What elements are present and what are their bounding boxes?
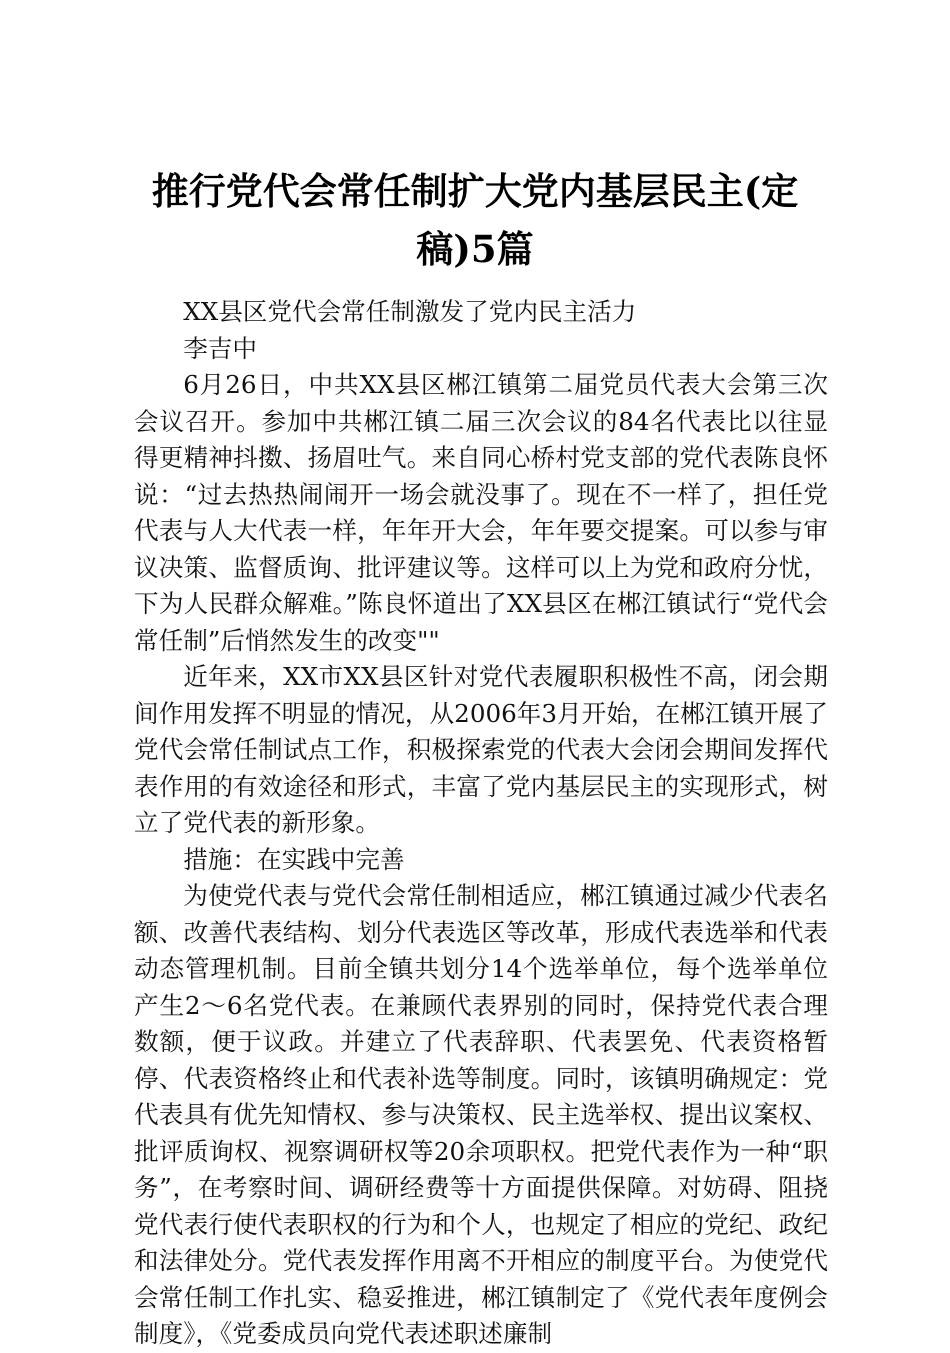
paragraph-1: 6月26日，中共XX县区郴江镇第二届党员代表大会第三次会议召开。参加中共郴江镇二届三次会议的84名代表比以往显得更精神抖擞、扬眉吐气。来自同心桥村党支部的党代表陈良怀说：“过去热热闹闹开一场会就没事了。现在不一样了，担任党代表与人大代表一样，年年开大会，年年要交提案。可以参与审议决策、监督质询、批评建议等。这样可以上为党和政府分忧，下为人民群众解难。”陈良怀道出了XX县区在郴江镇试行“党代会常任制”后悄然发生的改变"" [134, 370, 828, 655]
section-paragraph: 为使党代表与党代会常任制相适应，郴江镇通过减少代表名额、改善代表结构、划分代表选区等改革，形成代表选举和代表动态管理机制。目前全镇共划分14个选举单位，每个选举单位产生2～6名党代表。在兼顾代表界别的同时，保持党代表合理数额，便于议政。并建立了代表辞职、代表罢免、代表资格暂停、代表资格终止和代表补选等制度。同时，该镇明确规定：党代表具有优先知情权、参与决策权、民主选举权、提出议案权、批评质询权、视察调研权等20余项职权。把党代表作为一种“职务”，在考察时间、调研经费等十方面提供保障。对妨碍、阻挠党代表行使代表职权的行为和个人，也规定了相应的党纪、政纪和法律处分。党代表发挥作用离不开相应的制度平台。为使党代会常任制工作扎实、稳妥推进，郴江镇制定了《党代表年度例会制度》，《党委成员向党代表述职述廉制 [134, 881, 828, 1348]
paragraph-2: 近年来，XX市XX县区针对党代表履职积极性不高，闭会期间作用发挥不明显的情况，从2006年3月开始，在郴江镇开展了党代会常任制试点工作，积极探索党的代表大会闭会期间发挥代表作用的有效途径和形式，丰富了党内基层民主的实现形式，树立了党代表的新形象。 [134, 662, 828, 837]
subtitle-line: XX县区党代会常任制激发了党内民主活力 [183, 297, 637, 326]
document-body [134, 294, 828, 1353]
section-heading: 措施：在实践中完善 [183, 844, 405, 874]
author-line: 李吉中 [183, 333, 257, 363]
document-title: 推行党代会常任制扩大党内基层民主(定稿)5篇 [151, 169, 799, 271]
